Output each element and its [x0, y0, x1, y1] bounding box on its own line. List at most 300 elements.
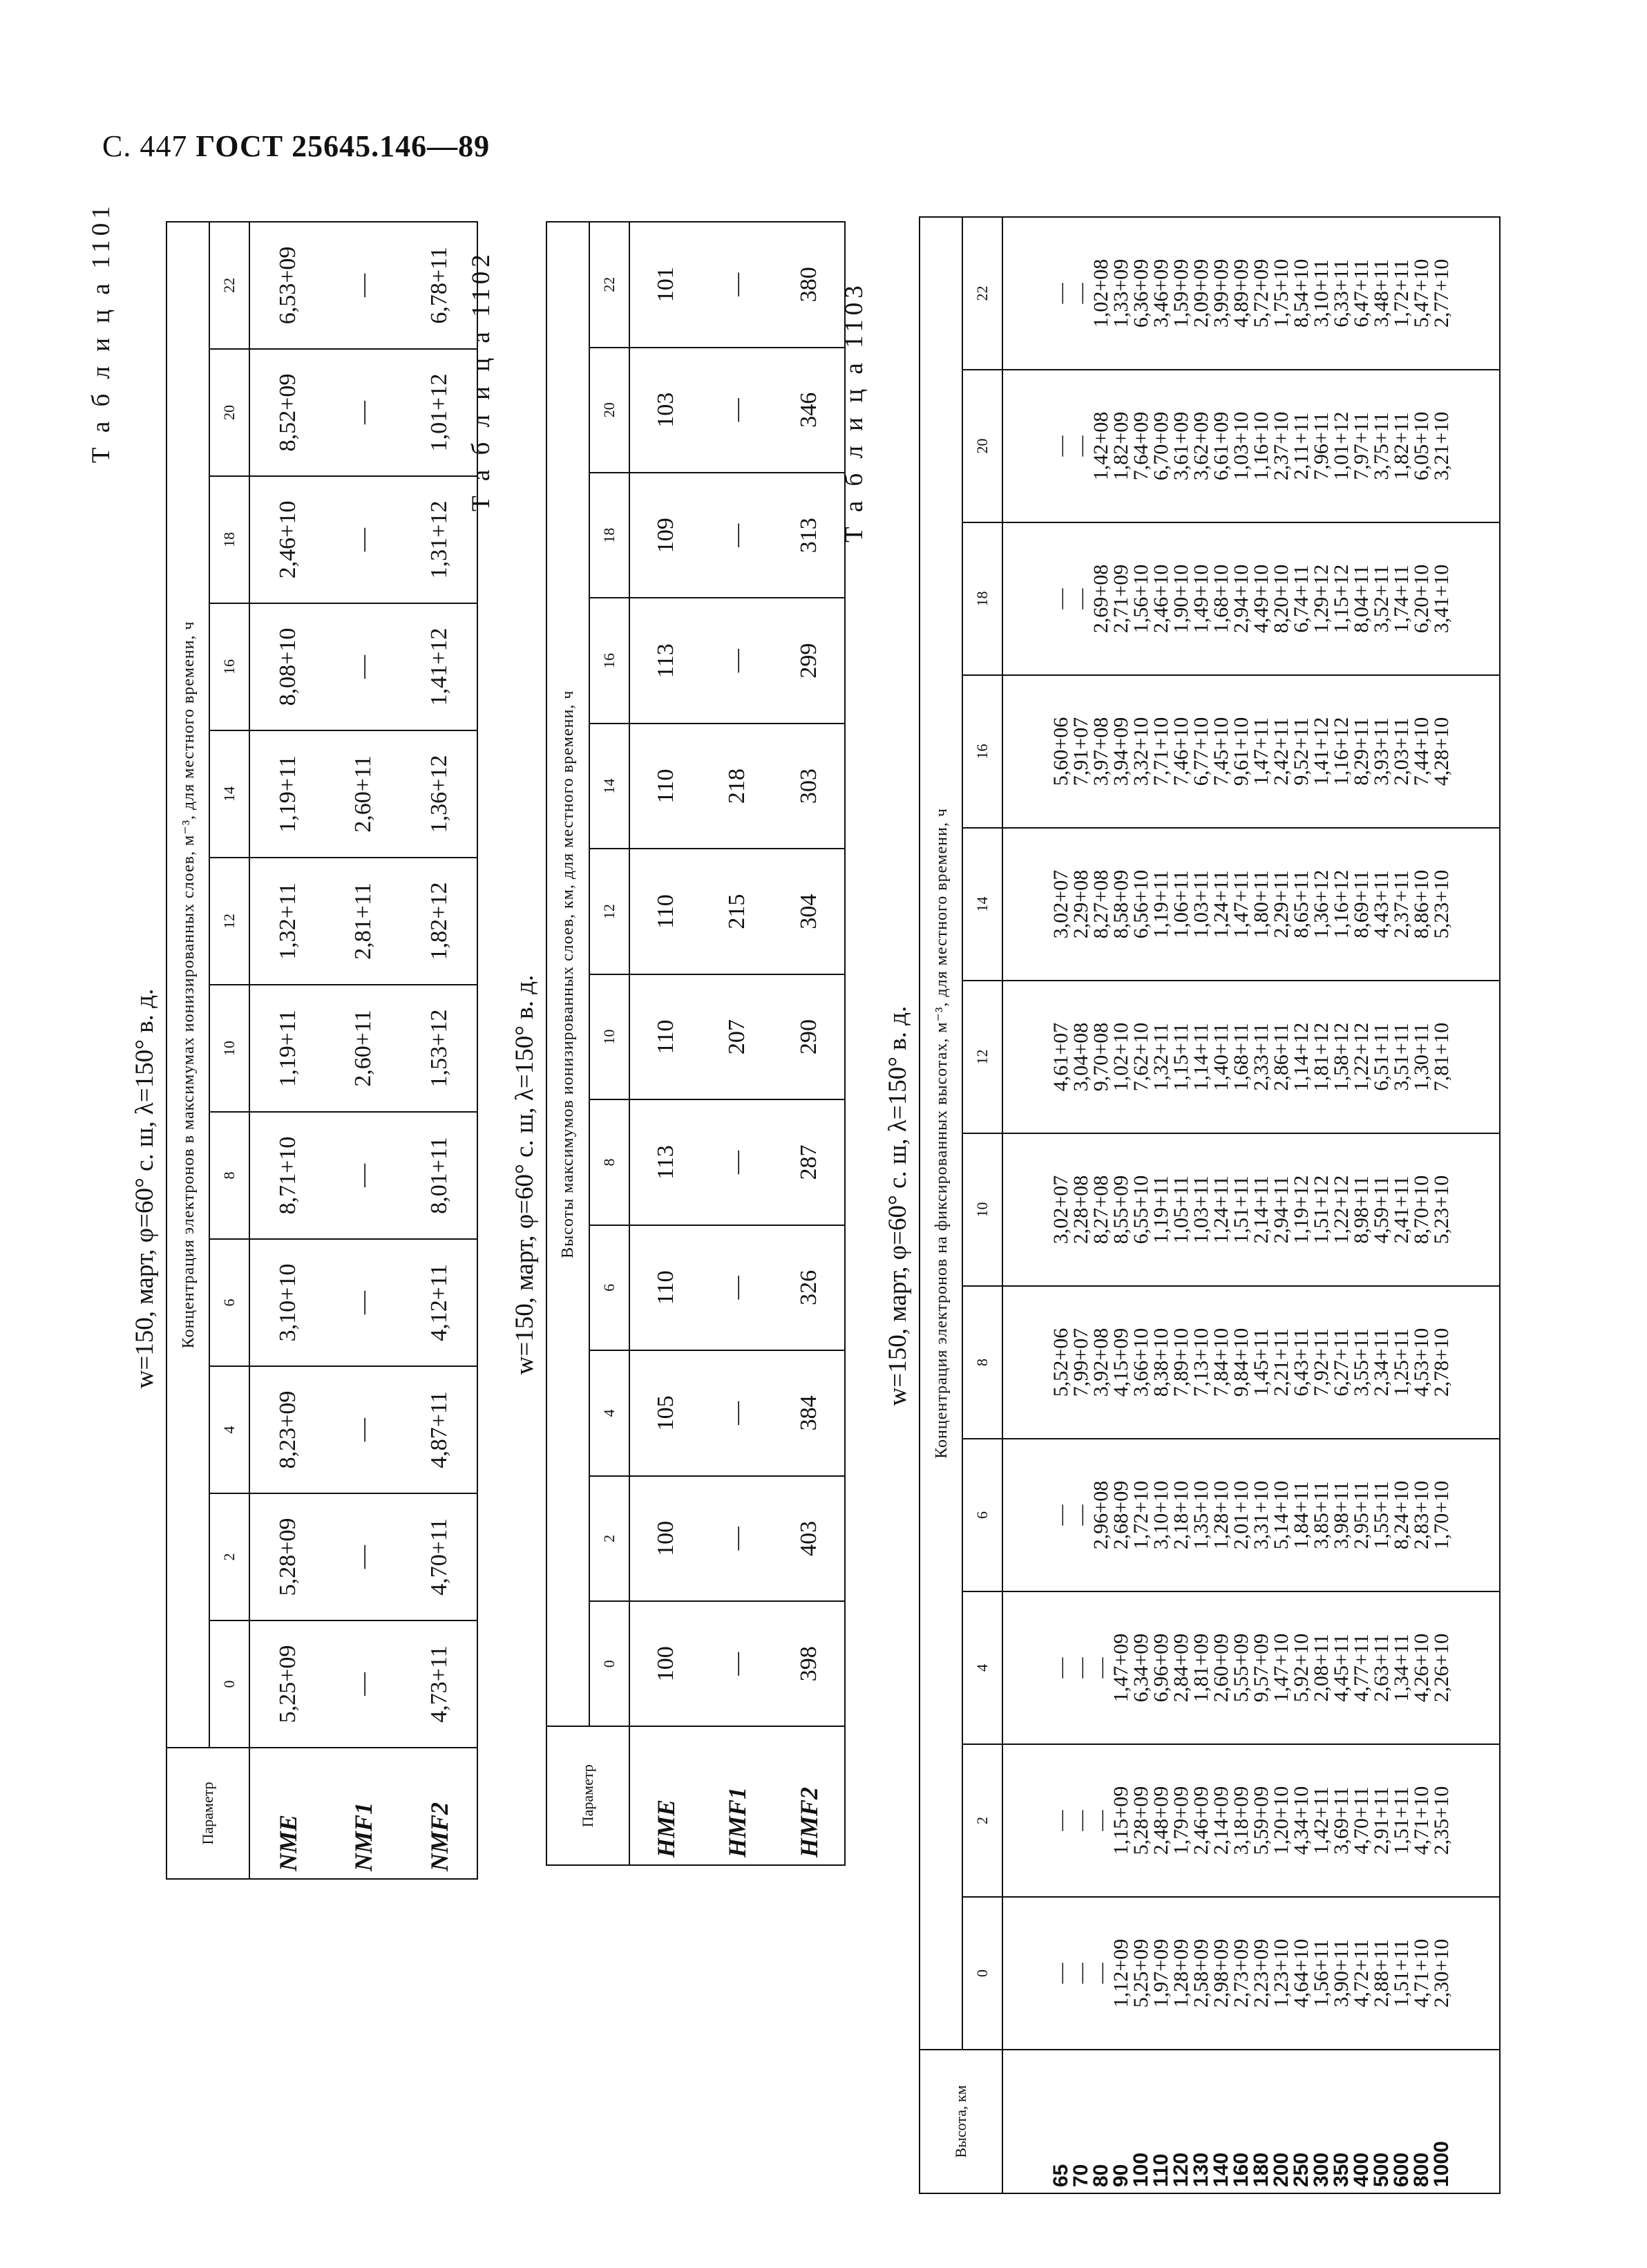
value-cell: 7,89+10 — [1170, 1327, 1192, 1397]
hour-header: 20 — [962, 370, 1002, 522]
value-cell: 2,84+09 — [1170, 1633, 1192, 1703]
value-cell: — — [1049, 435, 1072, 457]
value-cell: 3,41+10 — [1430, 564, 1453, 634]
value-cell: 4,72+11 — [1350, 1939, 1373, 2007]
value-cell: 2,14+09 — [1210, 1786, 1232, 1855]
hour-header: 2 — [209, 1493, 249, 1620]
hour-header: 4 — [209, 1366, 249, 1493]
value-cell: 2,60+11 — [325, 730, 401, 858]
value-cell: 3,52+11 — [1370, 565, 1393, 633]
value-cell: 105 — [629, 1350, 701, 1475]
value-cell: 2,26+10 — [1430, 1633, 1453, 1703]
value-cell: 6,70+09 — [1150, 411, 1172, 481]
value-cell: 2,71+09 — [1110, 564, 1132, 634]
value-cell: 8,54+10 — [1290, 258, 1313, 328]
value-cell: 313 — [773, 473, 845, 598]
value-cell: 4,71+10 — [1410, 1938, 1433, 2008]
value-cell: 1,19+11 — [1150, 1175, 1172, 1244]
value-cell: 3,75+11 — [1370, 412, 1393, 480]
value-cell: 304 — [773, 849, 845, 974]
altitude-value: 110 — [1150, 2153, 1172, 2187]
value-cell: 1,47+11 — [1230, 870, 1253, 938]
hour-header: 20 — [589, 348, 629, 473]
hour-column-0 — [1002, 1897, 1500, 2050]
value-cell: 2,09+09 — [1190, 258, 1212, 328]
value-cell: 1,02+08 — [1089, 258, 1112, 328]
value-cell: — — [1069, 1504, 1092, 1526]
value-cell: 2,46+09 — [1190, 1786, 1212, 1855]
value-cell: 3,93+11 — [1370, 717, 1393, 786]
value-cell: — — [1069, 1657, 1092, 1679]
value-cell: 1,59+09 — [1170, 258, 1192, 328]
hour-header: 16 — [962, 675, 1002, 828]
value-cell: 1,28+09 — [1170, 1938, 1192, 2008]
value-cell: 100 — [629, 1601, 701, 1726]
value-cell: 110 — [629, 974, 701, 1099]
value-cell: 2,68+09 — [1110, 1480, 1132, 1550]
value-cell: 4,89+09 — [1230, 258, 1253, 328]
value-cell: 6,05+10 — [1410, 411, 1433, 481]
value-cell: 9,52+11 — [1290, 717, 1313, 786]
param-name: NMF1 — [325, 1748, 401, 1879]
value-cell: 1,81+12 — [1310, 1022, 1333, 1092]
value-cell: 6,96+09 — [1150, 1633, 1172, 1703]
value-cell: 7,62+10 — [1130, 1022, 1152, 1092]
value-cell: 3,99+09 — [1210, 258, 1232, 328]
param-name: HMF1 — [701, 1727, 773, 1866]
value-cell: 1,16+12 — [1330, 717, 1353, 786]
value-cell: 1,03+10 — [1230, 411, 1253, 481]
param-name: NME — [249, 1748, 325, 1879]
value-cell: 9,70+08 — [1089, 1022, 1112, 1092]
hour-header: 14 — [209, 730, 249, 858]
table-1103-block — [840, 218, 1541, 2194]
value-cell: 1,01+12 — [401, 349, 477, 476]
value-cell: 1,24+11 — [1210, 870, 1232, 938]
value-cell: 287 — [773, 1099, 845, 1225]
value-cell: 3,90+11 — [1330, 1939, 1353, 2007]
value-cell: 1,14+11 — [1190, 1023, 1212, 1091]
value-cell: 2,46+10 — [1150, 564, 1172, 634]
value-cell: 6,53+09 — [249, 222, 325, 349]
value-cell: 8,38+10 — [1150, 1327, 1172, 1397]
value-cell: 1,30+11 — [1410, 1023, 1433, 1091]
hour-column-10 — [1002, 1133, 1500, 1286]
table-1102 — [546, 221, 846, 1866]
value-cell: 3,10+10 — [1150, 1480, 1172, 1550]
table-row — [1002, 217, 1500, 2193]
value-cell: 2,34+11 — [1370, 1328, 1393, 1397]
value-cell: 8,29+11 — [1350, 717, 1373, 786]
value-cell: 4,15+09 — [1110, 1327, 1132, 1397]
value-cell: 1,19+11 — [1150, 870, 1172, 938]
hour-header: 6 — [589, 1225, 629, 1350]
value-cell: 1,32+11 — [1150, 1023, 1172, 1091]
value-cell: 3,10+10 — [249, 1239, 325, 1366]
value-cell: 1,51+11 — [1230, 1175, 1253, 1244]
hour-header: 18 — [962, 522, 1002, 675]
param-name: HMF2 — [773, 1727, 845, 1866]
table-row — [629, 222, 701, 1865]
value-cell: 8,55+09 — [1110, 1175, 1132, 1245]
value-cell: 109 — [629, 473, 701, 598]
value-cell: 5,14+10 — [1270, 1480, 1293, 1550]
table-1103-label: Т а б л и ц а 1103 — [840, 281, 868, 542]
hour-column-8 — [1002, 1286, 1500, 1439]
value-cell: 4,12+11 — [401, 1239, 477, 1366]
hour-header: 20 — [209, 349, 249, 476]
value-cell: 8,24+10 — [1390, 1480, 1413, 1550]
value-cell: — — [1089, 1810, 1112, 1831]
value-cell: 398 — [773, 1601, 845, 1726]
altitude-value: 100 — [1130, 2152, 1152, 2187]
group-header: Концентрация электронов на фиксированных высотах, м⁻³, для местного времени, ч — [920, 217, 962, 2050]
value-cell: 3,66+10 — [1130, 1327, 1152, 1397]
value-cell: 1,72+11 — [1390, 259, 1413, 328]
hour-header: 8 — [589, 1099, 629, 1225]
value-cell: 8,20+10 — [1270, 564, 1293, 634]
value-cell: 5,25+09 — [1130, 1938, 1152, 2008]
value-cell: 5,52+06 — [1049, 1327, 1072, 1397]
value-cell: 1,68+11 — [1230, 1023, 1253, 1091]
value-cell: 1,02+10 — [1110, 1022, 1132, 1092]
value-cell: 5,60+06 — [1049, 717, 1072, 786]
value-cell: 3,21+10 — [1430, 411, 1453, 481]
value-cell: 7,84+10 — [1210, 1327, 1232, 1397]
value-cell: 3,32+10 — [1130, 717, 1152, 786]
altitude-value: 90 — [1110, 2164, 1132, 2187]
hour-column-12 — [1002, 981, 1500, 1133]
value-cell: 384 — [773, 1350, 845, 1475]
value-cell: 2,28+08 — [1069, 1175, 1092, 1245]
value-cell: 4,34+10 — [1290, 1786, 1313, 1855]
value-cell: 8,70+10 — [1410, 1175, 1433, 1245]
value-cell: 1,34+11 — [1390, 1634, 1413, 1702]
value-cell: 3,04+08 — [1069, 1022, 1092, 1092]
value-cell: 1,35+10 — [1190, 1480, 1212, 1550]
value-cell: 1,19+11 — [249, 730, 325, 858]
value-cell: 6,56+10 — [1130, 869, 1152, 939]
value-cell: 1,42+11 — [1310, 1786, 1333, 1855]
value-cell: 1,15+11 — [1170, 1023, 1192, 1091]
value-cell: 2,60+11 — [325, 985, 401, 1112]
value-cell: 1,75+10 — [1270, 258, 1293, 328]
value-cell: — — [1069, 588, 1092, 609]
value-cell: 8,86+10 — [1410, 869, 1433, 939]
value-cell: 1,15+12 — [1330, 564, 1353, 634]
value-cell: 7,91+07 — [1069, 717, 1092, 786]
value-cell: 1,47+10 — [1270, 1633, 1293, 1703]
value-cell: — — [1069, 1963, 1092, 1984]
value-cell: 4,77+11 — [1350, 1634, 1373, 1702]
altitude-value: 160 — [1230, 2152, 1253, 2187]
value-cell: 6,36+09 — [1130, 258, 1152, 328]
altitude-value: 200 — [1270, 2152, 1293, 2187]
altitude-column — [1002, 2050, 1500, 2193]
hour-column-22 — [1002, 217, 1500, 370]
value-cell: 6,78+11 — [401, 222, 477, 349]
value-cell: 8,01+11 — [401, 1112, 477, 1239]
value-cell: 7,99+07 — [1069, 1327, 1092, 1397]
value-cell: 3,10+11 — [1310, 259, 1333, 328]
value-cell: — — [1089, 1657, 1112, 1679]
value-cell: — — [325, 1493, 401, 1620]
value-cell: 2,37+11 — [1390, 870, 1413, 938]
hour-header: 12 — [962, 981, 1002, 1133]
value-cell: 5,47+10 — [1410, 258, 1433, 328]
value-cell: 1,82+12 — [401, 858, 477, 985]
value-cell: 8,27+08 — [1089, 1175, 1112, 1245]
value-cell: 2,46+10 — [249, 476, 325, 603]
table-body — [629, 222, 845, 1865]
value-cell: 2,11+11 — [1290, 412, 1313, 480]
hour-header: 0 — [209, 1620, 249, 1748]
altitude-value: 400 — [1350, 2152, 1373, 2187]
value-cell: — — [1069, 283, 1092, 304]
value-cell: 8,58+09 — [1110, 869, 1132, 939]
value-cell: 2,41+11 — [1390, 1175, 1413, 1244]
value-cell: 8,71+10 — [249, 1112, 325, 1239]
value-cell: 3,62+09 — [1190, 411, 1212, 481]
value-cell: 7,46+10 — [1170, 717, 1192, 786]
value-cell: 2,35+10 — [1430, 1786, 1453, 1855]
value-cell: 380 — [773, 222, 845, 348]
altitude-value: 65 — [1049, 2164, 1072, 2187]
table-row — [701, 222, 773, 1865]
value-cell: 303 — [773, 724, 845, 849]
value-cell: 1,53+12 — [401, 985, 477, 1112]
hour-column-18 — [1002, 522, 1500, 675]
value-cell: 1,19+12 — [1290, 1175, 1313, 1245]
value-cell: 7,64+09 — [1130, 411, 1152, 481]
table-1101 — [166, 221, 478, 1880]
value-cell: 3,46+09 — [1150, 258, 1172, 328]
value-cell: 5,28+09 — [249, 1493, 325, 1620]
value-cell: 1,47+11 — [1250, 717, 1273, 786]
value-cell: 1,25+11 — [1390, 1328, 1413, 1397]
hour-header-row — [962, 217, 1002, 2193]
value-cell: 1,28+10 — [1210, 1480, 1232, 1550]
value-cell: 4,64+10 — [1290, 1938, 1313, 2008]
value-cell: 103 — [629, 348, 701, 473]
value-cell: 3,85+11 — [1310, 1481, 1333, 1549]
group-header: Концентрация электронов в максимумах ионизированных слоев, м⁻³, для местного времени, ч — [166, 222, 209, 1748]
table-1101-block — [87, 202, 470, 1880]
value-cell: 2,29+08 — [1069, 869, 1092, 939]
value-cell: 2,01+10 — [1230, 1480, 1253, 1550]
value-cell: 110 — [629, 724, 701, 849]
table-1103-condition: w=150, март, φ=60° с. ш, λ=150° в. д. — [884, 1005, 912, 1406]
value-cell: 8,23+09 — [249, 1366, 325, 1493]
hour-column-14 — [1002, 828, 1500, 981]
value-cell: — — [701, 1225, 773, 1350]
value-cell: — — [1049, 588, 1072, 609]
value-cell: — — [325, 1239, 401, 1366]
value-cell: 6,74+11 — [1290, 565, 1313, 633]
value-cell: 1,31+12 — [401, 476, 477, 603]
value-cell: 1,55+11 — [1370, 1481, 1393, 1549]
value-cell: 8,69+11 — [1350, 870, 1373, 938]
value-cell: 2,83+10 — [1410, 1480, 1433, 1550]
value-cell: 4,61+07 — [1049, 1022, 1072, 1092]
value-cell: 5,23+10 — [1430, 869, 1453, 939]
value-cell: 346 — [773, 348, 845, 473]
value-cell: 7,92+11 — [1310, 1328, 1333, 1397]
table-row — [249, 222, 325, 1879]
value-cell: 2,94+11 — [1270, 1175, 1293, 1244]
hour-header: 0 — [962, 1897, 1002, 2050]
value-cell: 2,30+10 — [1430, 1938, 1453, 2008]
altitude-value: 130 — [1190, 2152, 1212, 2187]
hour-header: 14 — [962, 828, 1002, 981]
value-cell: 5,25+09 — [249, 1620, 325, 1748]
table-1103 — [919, 216, 1501, 2194]
value-cell: — — [1089, 1963, 1112, 1984]
altitude-value: 80 — [1089, 2164, 1112, 2187]
value-cell: 1,06+11 — [1170, 870, 1192, 938]
altitude-value: 250 — [1290, 2152, 1313, 2187]
value-cell: 3,31+10 — [1250, 1480, 1273, 1550]
value-cell: 6,34+09 — [1130, 1633, 1152, 1703]
value-cell: 8,52+09 — [249, 349, 325, 476]
value-cell: 6,51+11 — [1370, 1023, 1393, 1091]
value-cell: 1,20+10 — [1270, 1786, 1293, 1855]
table-1102-block — [467, 221, 843, 1866]
hour-column-16 — [1002, 675, 1500, 828]
hour-header: 4 — [962, 1591, 1002, 1744]
value-cell: 4,87+11 — [401, 1366, 477, 1493]
value-cell: 1,15+09 — [1110, 1786, 1132, 1855]
param-name: NMF2 — [401, 1748, 477, 1879]
value-cell: 6,55+10 — [1130, 1175, 1152, 1245]
value-cell: 1,49+10 — [1190, 564, 1212, 634]
value-cell: 2,88+11 — [1370, 1939, 1393, 2007]
value-cell: 1,82+09 — [1110, 411, 1132, 481]
value-cell: 3,69+11 — [1330, 1786, 1353, 1855]
value-cell: 5,23+10 — [1430, 1175, 1453, 1245]
value-cell: 1,29+12 — [1310, 564, 1333, 634]
value-cell: 2,78+10 — [1430, 1327, 1453, 1397]
value-cell: 1,51+11 — [1390, 1786, 1413, 1855]
value-cell: 1,47+09 — [1110, 1633, 1132, 1703]
altitude-value: 1000 — [1430, 2141, 1453, 2187]
value-cell: 2,18+10 — [1170, 1480, 1192, 1550]
value-cell: 3,02+07 — [1049, 869, 1072, 939]
value-cell: 3,92+08 — [1089, 1327, 1112, 1397]
value-cell: 1,81+09 — [1190, 1633, 1212, 1703]
value-cell: 3,98+11 — [1330, 1481, 1353, 1549]
hour-header: 4 — [589, 1350, 629, 1475]
table-1102-label: Т а б л и ц а 1102 — [467, 250, 495, 511]
page-number: С. 447 — [102, 129, 188, 163]
value-cell: 2,91+11 — [1370, 1786, 1393, 1855]
value-cell: 1,74+11 — [1390, 565, 1413, 633]
hour-header: 2 — [962, 1744, 1002, 1897]
value-cell: 7,81+10 — [1430, 1022, 1453, 1092]
altitude-header: Высота, км — [920, 2050, 1002, 2193]
value-cell: 7,44+10 — [1410, 717, 1433, 786]
value-cell: — — [701, 348, 773, 473]
value-cell: 1,01+12 — [1330, 411, 1353, 481]
value-cell: 6,20+10 — [1410, 564, 1433, 634]
value-cell: 3,18+09 — [1230, 1786, 1253, 1855]
hour-header: 8 — [209, 1112, 249, 1239]
value-cell: 100 — [629, 1476, 701, 1601]
value-cell: 8,65+11 — [1290, 870, 1313, 938]
table-1102-condition: w=150, март, φ=60° с. ш, λ=150° в. д. — [511, 974, 539, 1375]
value-cell: — — [1069, 1810, 1092, 1831]
altitude-value: 140 — [1210, 2152, 1232, 2187]
value-cell: 1,84+11 — [1290, 1481, 1313, 1549]
value-cell: 1,56+11 — [1310, 1939, 1333, 2007]
value-cell: 4,45+11 — [1330, 1634, 1353, 1702]
value-cell: 1,80+11 — [1250, 870, 1273, 938]
value-cell: 7,71+10 — [1150, 717, 1172, 786]
value-cell: 5,59+09 — [1250, 1786, 1273, 1855]
value-cell: 7,96+11 — [1310, 412, 1333, 480]
value-cell: 5,72+09 — [1250, 258, 1273, 328]
value-cell: 2,95+11 — [1350, 1481, 1373, 1549]
value-cell: 2,33+11 — [1250, 1023, 1273, 1091]
value-cell: — — [325, 349, 401, 476]
value-cell: 113 — [629, 598, 701, 723]
hour-header: 10 — [589, 974, 629, 1099]
value-cell: 1,56+10 — [1130, 564, 1152, 634]
value-cell: 3,97+08 — [1089, 717, 1112, 786]
value-cell: 218 — [701, 724, 773, 849]
value-cell: — — [701, 222, 773, 348]
value-cell: 1,70+10 — [1430, 1480, 1453, 1550]
hour-column-20 — [1002, 370, 1500, 522]
value-cell: 1,68+10 — [1210, 564, 1232, 634]
hour-header: 18 — [589, 473, 629, 598]
hour-header: 12 — [209, 858, 249, 985]
altitude-value: 300 — [1310, 2152, 1333, 2187]
value-cell: 1,16+12 — [1330, 869, 1353, 939]
value-cell: 5,55+09 — [1230, 1633, 1253, 1703]
hour-header: 22 — [589, 222, 629, 348]
value-cell: 6,61+09 — [1210, 411, 1232, 481]
value-cell: 215 — [701, 849, 773, 974]
value-cell: 1,45+11 — [1250, 1328, 1273, 1397]
hour-header: 2 — [589, 1476, 629, 1601]
hour-header: 14 — [589, 724, 629, 849]
value-cell: 2,42+11 — [1270, 717, 1293, 786]
value-cell: 1,14+12 — [1290, 1022, 1313, 1092]
value-cell: 2,94+10 — [1230, 564, 1253, 634]
value-cell: — — [701, 1476, 773, 1601]
param-name: HME — [629, 1727, 701, 1866]
value-cell: 3,02+07 — [1049, 1175, 1072, 1245]
hour-header: 0 — [589, 1601, 629, 1726]
value-cell: — — [1049, 1963, 1072, 1984]
value-cell: 2,48+09 — [1150, 1786, 1172, 1855]
table-row — [773, 222, 845, 1865]
document-code: ГОСТ 25645.146—89 — [196, 129, 491, 163]
altitude-value: 500 — [1370, 2152, 1393, 2187]
hour-header: 22 — [209, 222, 249, 349]
value-cell: — — [701, 473, 773, 598]
altitude-value: 180 — [1250, 2152, 1273, 2187]
value-cell: 1,23+10 — [1270, 1938, 1293, 2008]
value-cell: 2,73+09 — [1230, 1938, 1253, 2008]
value-cell: — — [1049, 1504, 1072, 1526]
value-cell: — — [325, 222, 401, 349]
table-body — [249, 222, 477, 1879]
value-cell: 3,61+09 — [1170, 411, 1192, 481]
value-cell: 207 — [701, 974, 773, 1099]
altitude-value: 600 — [1390, 2152, 1413, 2187]
